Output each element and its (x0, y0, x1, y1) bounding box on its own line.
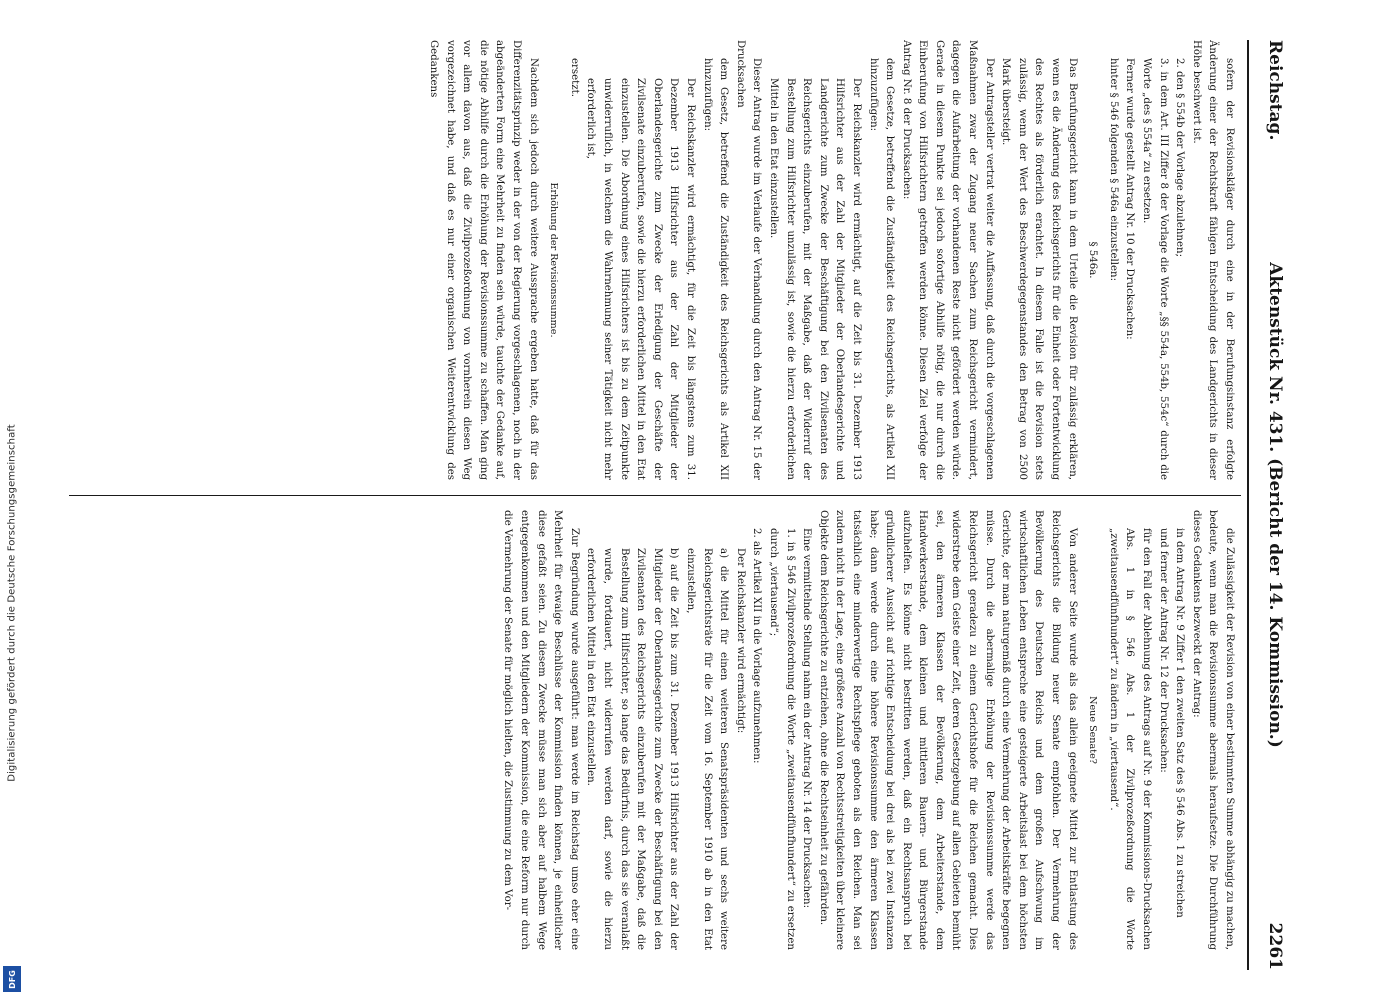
paragraph: Nachdem sich jedoch durch weitere Aussprache ergeben hatte, daß für das Differenzitätsprinzip weder in der von der Regierung vorgeschlagenen, noch in der abgeänderten Form eine Mehrheit zu finden sein würde, tauchte der Gedanke auf, die nötige Abhilfe durch die Erhöhung der Revisionssumme zu schaffen. Man ging vor allem davon aus, daß die Zivilprozeßordnung von vornherein diesen Weg vorgezeichnet habe, und daß es nur einer organischen Weiterentwicklung des Gedankens (428, 40, 539, 480)
paragraph: Der Reichskanzler wird ermächtigt, auf die Zeit bis 31. Dezember 1913 Hilfsrichter aus der Zahl der Mitglieder der Oberlandesgerichte und Landgerichte zum Zwecke der Beschäftigung bei den Zivilsenaten des Reichsgerichts einzuberufen, mit der Maßgabe, daß der Widerruf der Bestellung zum Hilfsrichter unzulässig ist, sowie die hierzu erforderlichen Mittel in den Etat einzustellen. (767, 78, 862, 480)
dfg-logo (3, 966, 21, 992)
paragraph: 3. in dem Art. III Ziffer 8 der Vorlage die Worte „§§ 554a, 554b, 554c“ durch die Worte „des § 554a“ zu ersetzen. (1141, 58, 1169, 480)
rotated-page (61, 40, 1291, 970)
paragraph: dem Gesetze, betreffend die Zuständigkeit des Reichsgerichts, als Artikel XII hinzuzufügen: (867, 58, 896, 480)
paragraph: Eine vermittelnde Stellung nahm ein der Antrag Nr. 14 der Drucksachen: (801, 528, 813, 909)
paragraph: ersetzt. (568, 58, 580, 97)
section-heading: Erhöhung der Revisionssumme. (548, 182, 560, 338)
paragraph: Der Reichskanzler wird ermächtigt, für die Zeit bis längstens zum 31. Dezember 1913 Hilfsrichter aus der Zahl der Mitglieder der Oberlandesgerichte zum Zwecke der Erledigung der Geschäfte der Zivilsenate einzuberufen, sowie die hierzu erforderlichen Mittel in den Etat einzustellen. Die Abordnung eines Hilfsrichters ist bis zu dem Zeitpunkte unwiderruflich, in welchem die Wahrnehmung seiner Tätigkeit nicht mehr erforderlich ist, (585, 78, 696, 480)
page-header (1247, 40, 1291, 970)
paragraph: dem Gesetz, betreffend die Zuständigkeit des Reichsgerichts als Artikel XII hinzuzufügen: (701, 58, 730, 480)
paragraph: für den Fall der Ablehnung des Antrags auf Nr. 9 der Kommissions-Drucksachen Abs. 1 in § 546 Abs. 1 der Zivilprozeßordnung die Worte „zweitausendfünfhundert“ zu ändern in „viertausend“. (1107, 528, 1153, 950)
paragraph: Der Reichskanzler wird ermächtigt: (734, 548, 746, 734)
paragraph: sofern der Revisionskläger durch eine in der Berufungsinstanz erfolgte Änderung einer der Rechtskraft fähigen Entscheidung des Landgerichts in dieser Höhe beschwert ist. (1190, 40, 1235, 480)
dfg-logo-text: DFG (7, 969, 17, 989)
column-divider (69, 495, 1241, 496)
paragraph: Der Antragsteller vertrat weiter die Auffassung, daß durch die vorgeschlagenen Maßnahmen zwar der Zugang neuer Sachen zum Reichsgericht vermindert, dagegen die Aufarbeitung der vorhandenen Reste nicht gefördert werden würde. Gerade in diesem Punkte sei jedoch sofortige Abhilfe nötig, die nur durch die Einberufung von Hilfsrichtern getroffen werden könne. Diesen Ziel verfolge der Antrag Nr. 8 der Drucksachen: (900, 40, 995, 480)
paragraph: Das Berufungsgericht kann in dem Urteile die Revision für zulässig erklären, wenn es die Änderung des Reichsgerichts für die Einheit oder Fortentwicklung des Rechtes als förderlich erachtet. In diesem Falle ist die Revision stets zulässig, wenn der Wert des Beschwerdegegenstandes den Betrag von 2500 Mark übersteigt. (1000, 58, 1078, 480)
paragraph: a) die Mittel für einen weiteren Senatspräsidenten und sechs weitere Reichsgerichtsräte für die Zeit vom 16. September 1910 ab in den Etat einzustellen, (685, 548, 730, 950)
paragraph: Zur Begründung wurde ausgeführt: man werde im Reichstag umso eher eine Mehrheit für etwaige Beschlüsse der Kommission finden können, je einheitlicher diese gefaßt seien. Zu diesem Zwecke müsse man sich aber auf halbem Wege entgegenkommen und den Mitgliedern der Kommission, die eine Reform nur durch die Vermehrung der Senate für möglich hielten, die Zustimmung zu dem Vor- (502, 510, 580, 950)
credit-strip (0, 0, 24, 1000)
paragraph: in dem Antrag Nr. 9 Ziffer 1 den zweiten Satz des § 546 Abs. 1 zu streichen (1174, 528, 1186, 918)
paragraph: Dieser Antrag wurde im Verlaufe der Verhandlung durch den Antrag Nr. 15 der Drucksachen (734, 40, 763, 480)
credit-line: Digitalisierung gefördert durch die Deutsche Forschungsgemeinschaft (6, 424, 18, 782)
section-heading: § 546a. (1087, 241, 1099, 279)
section-heading: Neue Senate? (1087, 696, 1099, 764)
paragraph: Ferner wurde gestellt Antrag Nr. 10 der Drucksachen: (1124, 58, 1136, 340)
paragraph: hinter § 546 folgenden § 546a einzustellen: (1107, 58, 1119, 282)
left-column (69, 40, 1237, 480)
page-number: 2261 (1265, 922, 1285, 970)
paragraph: die Zulässigkeit der Revision von einer bestimmten Summe abhängig zu machen, bedeute, wenn man die Revisionssumme abermals heraufsetze. Die Durchführung dieses Gedankens bezweckt der Antrag: (1190, 510, 1235, 950)
right-column (69, 510, 1237, 950)
paragraph: Von anderer Seite wurde als das allein geeignete Mittel zur Entlastung des Reichsgerichts die Bildung neuer Senate empfohlen. Der Vermehrung der Bevölkerung des Deutschen Reichs und dem großen Aufschwung im wirtschaftlichen Leben entspreche eine gesteigerte Arbeitslast bei dem höchsten Gerichte, der man naturgemäß durch eine Vermehrung der Arbeitskräfte begegnen müsse. Durch die abermalige Erhöhung der Revisionssumme werde das Reichsgericht geradezu zu einem Gerichtshofe für die Reichen gemacht. Dies widerstrebe dem Geiste einer Zeit, deren Gesetzgebung auf allen Gebieten bemüht sei, den ärmeren Klassen der Bevölkerung, dem Arbeiterstande, dem Handwerkerstande, dem kleinen und mittleren Bauern- und Bürgerstande aufzuhelfen. Es könne nicht bestritten werden, daß ein Rechtsanspruch bei gründlicherer Aussicht auf richtige Entscheidung bei drei als bei zwei Instanzen habe; dann werde durch eine höhere Revisionssumme den ärmeren Klassen tatsächlich eine minderwertige Rechtspflege geboten als den Reichen. Man sei zudem nicht in der Lage, eine größere Anzahl von Rechtsstreitigkeiten über kleinere Objekte dem Reichsgerichte zu entziehen, ohne die Rechtseinheit zu gefährden. (817, 510, 1078, 950)
paragraph: 1. in § 546 Zivilprozeßordnung die Worte „zweitausendfünfhundert“ zu ersetzen durch „viertausend“; (767, 528, 796, 950)
header-left: Reichstag. (1265, 40, 1285, 141)
paragraph: 2. als Artikel XII in die Vorlage aufzunehmen: (751, 528, 763, 764)
paragraph: 2. den § 554b der Vorlage abzulehnen; (1174, 58, 1186, 258)
header-title: Aktenstück Nr. 431. (Bericht der 14. Kommission.) (1265, 262, 1285, 748)
paragraph: und ferner der Antrag Nr. 12 der Drucksachen: (1157, 528, 1169, 773)
paragraph: b) auf die Zeit bis zum 31. Dezember 1913 Hilfsrichter aus der Zahl der Mitglieder der Oberlandesgerichte zum Zwecke der Beschäftigung bei den Zivilsenaten des Reichsgerichts einzuberufen mit der Maßgabe, daß die Bestellung zum Hilfsrichter, so lange das Bedürfnis, durch das sie veranlaßt wurde, fortdauert, nicht widerrufen werden darf, sowie die hierzu erforderlichen Mittel in den Etat einzustellen. (585, 548, 680, 950)
